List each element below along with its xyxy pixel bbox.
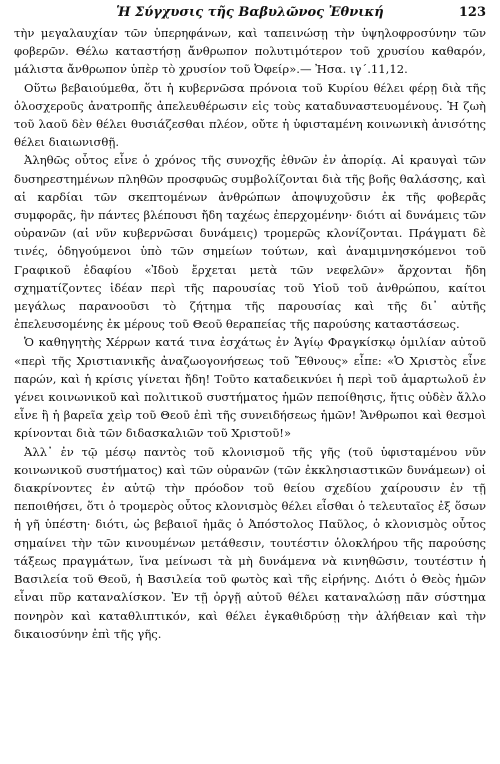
paragraph-1: τὴν μεγαλαυχίαν τῶν ὑπερηφάνων, καὶ ταπεινώσῃ τὴν ὑψηλοφροσύνην τῶν φοβερῶν. Θέλω καταστήσῃ ἄνθρωπον πολυτιμότερον τοῦ χρυσίου καθαρόν, μάλιστα ἄνθρωπον ὑπὲρ τὸ χρυσίον τοῦ Ὀφείρ».— Ἠσα. ιγ΄.11,12.: [14, 26, 486, 77]
paragraph-4: Ὁ καθηγητὴς Χέρρων κατά τινα ἐσχάτως ἐν Ἁγίῳ Φραγκίσκῳ ὁμιλίαν αὐτοῦ «περὶ τῆς Χριστιανικῆς ἀναζωογονήσεως τοῦ Ἔθνους» εἶπε: «Ὁ Χριστὸς εἶνε παρών, καὶ ἡ κρίσις γίνεται ἤδη! Τοῦτο καταδεικνύει ἡ περὶ τοῦ ἁμαρτωλοῦ ἐν γένει κοινωνικοῦ καὶ πολιτικοῦ συστήματος ἡμῶν πεποίθησις, ἥτις οὐδὲν ἄλλο εἶνε ἢ ἡ βαρεῖα χεὶρ τοῦ Θεοῦ ἐπὶ τῆς συνειδήσεως ἡμῶν! Ἄνθρωποι καὶ θεσμοὶ κρίνονται διὰ τῶν διδασκαλιῶν τοῦ Χριστοῦ!»: [14, 335, 486, 441]
running-header: [14, 4, 486, 24]
paragraph-3: Ἀληθῶς οὗτος εἶνε ὁ χρόνος τῆς συνοχῆς ἐθνῶν ἐν ἀπορίᾳ. Αἱ κραυγαὶ τῶν δυσηρεστημένων πληθῶν προσφυῶς συμβολίζονται διὰ τῆς βοῆς θαλάσσης, καὶ αἱ καρδίαι τῶν σκεπτομένων ἀνθρώπων ἀποψυχοῦσιν ἐκ τῆς φοβερᾶς συμφορᾶς, ἣν πάντες βλέπουσι ἤδη ταχέως ἐπερχομένην· διότι αἱ δυνάμεις τῶν οὐρανῶν (αἱ νῦν κυβερνῶσαι δυνάμεις) τρομερῶς κλονίζονται. Πράγματι δὲ τινές, ὁδηγούμενοι ὑπὸ τῶν σημείων τούτων, καὶ ἀναμιμνησκόμενοι τοῦ Γραφικοῦ ἐδαφίου «Ἰδοὺ ἔρχεται μετὰ τῶν νεφελῶν» ἄρχονται ἤδη σχηματίζοντες ἰδέαν περὶ τῆς παρουσίας τοῦ Υἱοῦ τοῦ ἀνθρώπου, καίτοι μεγάλως παρανοοῦσι τὸ ζήτημα τῆς παρουσίας καὶ τῆς δι᾿ αὐτῆς ἐπελευσομένης ἐκ μέρους τοῦ Θεοῦ θεραπείας τῆς παρούσης καταστάσεως.: [14, 153, 486, 332]
body-text: [14, 24, 486, 643]
page-number: 123: [458, 5, 486, 20]
paragraph-2: Οὕτω βεβαιούμεθα, ὅτι ἡ κυβερνῶσα πρόνοια τοῦ Κυρίου θέλει φέρῃ διὰ τῆς ὁλοσχεροῦς ἀνατροπῆς ἀπελευθέρωσιν εἰς τοὺς καταδυναστευομένους. Ἡ ζωὴ τοῦ λαοῦ δὲν θέλει θυσιάζεσθαι πλέον, οὔτε ἡ ὑφισταμένη κοινωνικὴ ἀνισότης θέλει διαιωνισθῇ.: [14, 80, 486, 150]
paragraph-5: Ἀλλ᾿ ἐν τῷ μέσῳ παντὸς τοῦ κλονισμοῦ τῆς γῆς (τοῦ ὑφισταμένου νῦν κοινωνικοῦ συστήματος) καὶ τῶν οὐρανῶν (τῶν ἐκκλησιαστικῶν δυνάμεων) οἱ διακρίνοντες ἐν αὐτῷ τὴν πρόοδον τοῦ θείου σχεδίου χαίρουσιν ἐν τῇ πεποιθήσει, ὅτι ὁ τρομερὸς οὗτος κλονισμὸς θέλει εἶσθαι ὁ τελευταῖος ἐξ ὅσων ἡ γῆ ὑπέστη· διότι, ὡς βεβαιοῖ ἡμᾶς ὁ Ἀπόστολος Παῦλος, ὁ κλονισμὸς οὗτος σημαίνει τὴν τῶν κινουμένων μετάθεσιν, τουτέστιν ὁλοκλήρου τῆς παρούσης τάξεως πραγμάτων, ἵνα μείνωσι τὰ μὴ δυνάμενα νὰ κινηθῶσιν, τουτέστιν ἡ Βασιλεία τοῦ Θεοῦ, ἡ Βασιλεία τοῦ φωτὸς καὶ τῆς εἰρήνης. Διότι ὁ Θεὸς ἡμῶν εἶναι πῦρ καταναλίσκον. Ἐν τῇ ὀργῇ αὐτοῦ θέλει καταναλώσῃ πᾶν σύστημα πονηρὸν καὶ καταθλιπτικόν, καὶ θέλει ἐγκαθιδρύσῃ τὴν ἀλήθειαν καὶ τὴν δικαιοσύνην ἐπὶ τῆς γῆς.: [14, 444, 486, 641]
running-title: Ἡ Σύγχυσις τῆς Βαβυλῶνος Ἐθνική: [116, 5, 384, 20]
